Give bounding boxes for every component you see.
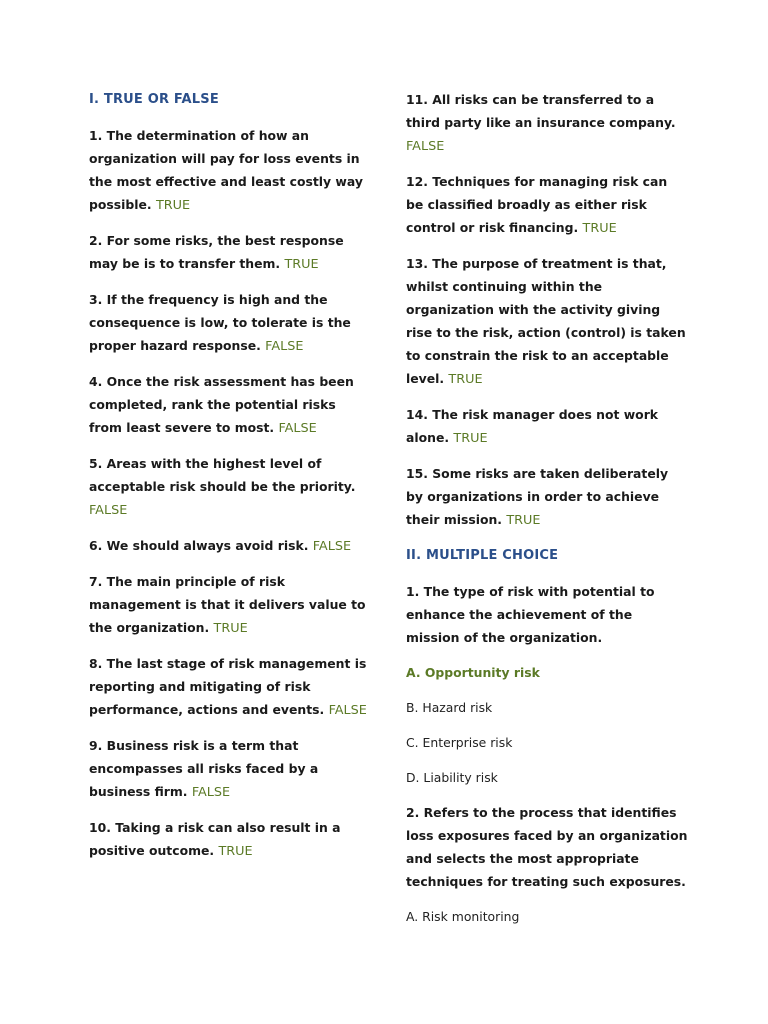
answer: TRUE	[218, 844, 253, 859]
mc-option-correct: A. Opportunity risk	[406, 665, 540, 680]
mc-option: C. Enterprise risk	[406, 735, 513, 750]
question-text: 4. Once the risk assessment has been completed, rank the potential risks from least severe to most.	[89, 374, 354, 435]
answer: TRUE	[582, 221, 617, 236]
answer: FALSE	[278, 421, 317, 436]
answer: TRUE	[284, 257, 319, 272]
question-text: 13. The purpose of treatment is that, whilst continuing within the organization with the activity giving rise to the risk, action (control) is taken to constrain the risk to an acceptable level.	[406, 256, 686, 386]
answer: TRUE	[155, 198, 191, 213]
question-text: 7. The main principle of risk management is that it delivers value to the organization.	[89, 574, 366, 635]
question-text: 10. Taking a risk can also result in a positive outcome.	[89, 820, 341, 858]
question-text: 2. For some risks, the best response may be is to transfer them.	[89, 233, 344, 271]
tf-item	[89, 734, 369, 804]
question-text: 9. Business risk is a term that encompasses all risks faced by a business firm.	[89, 738, 319, 799]
tf-item	[406, 170, 688, 240]
mc-option: B. Hazard risk	[406, 700, 493, 715]
question-text: 3. If the frequency is high and the consequence is low, to tolerate is the proper hazard response.	[89, 292, 351, 353]
question-text: 6. We should always avoid risk.	[89, 538, 309, 553]
tf-item	[406, 88, 688, 158]
answer: FALSE	[328, 703, 367, 718]
question-text: 5. Areas with the highest level of acceptable risk should be the priority.	[89, 456, 356, 494]
answer: FALSE	[265, 339, 304, 354]
section-heading-multiple-choice: II. MULTIPLE CHOICE	[406, 548, 559, 563]
question-text: 12. Techniques for managing risk can be classified broadly as either risk control or risk financing.	[406, 174, 668, 235]
tf-item	[89, 124, 369, 217]
mc-option: A. Risk monitoring	[406, 909, 520, 924]
answer: TRUE	[448, 372, 483, 387]
mc-question: 1. The type of risk with potential to enhance the achievement of the mission of the organization.	[406, 584, 655, 645]
mc-option: D. Liability risk	[406, 770, 498, 785]
tf-item	[89, 570, 369, 640]
question-text: 1. The determination of how an organization will pay for loss events in the most effective and least costly way possible.	[89, 128, 363, 212]
tf-item	[89, 370, 369, 440]
tf-item	[89, 452, 369, 522]
tf-item	[406, 462, 688, 532]
right-column	[406, 88, 688, 940]
tf-item	[89, 288, 369, 358]
question-text: 15. Some risks are taken deliberately by organizations in order to achieve their mission.	[406, 466, 669, 527]
tf-item	[89, 229, 369, 276]
mc-question: 2. Refers to the process that identifies loss exposures faced by an organization and selects the most appropriate techniques for treating such exposures.	[406, 805, 688, 889]
answer: FALSE	[312, 539, 352, 554]
tf-item	[406, 252, 688, 391]
answer: FALSE	[406, 139, 445, 154]
tf-item	[89, 534, 369, 558]
answer: FALSE	[191, 785, 231, 800]
tf-item	[89, 816, 369, 863]
answer: TRUE	[213, 621, 248, 636]
section-heading-true-false: I. TRUE OR FALSE	[89, 92, 219, 107]
tf-item	[89, 652, 369, 722]
tf-item	[406, 403, 688, 450]
answer: TRUE	[506, 513, 541, 528]
left-column	[89, 88, 369, 875]
question-text: 11. All risks can be transferred to a third party like an insurance company.	[406, 92, 676, 130]
question-text: 8. The last stage of risk management is reporting and mitigating of risk performance, actions and events.	[89, 656, 367, 717]
question-text: 14. The risk manager does not work alone.	[406, 407, 659, 445]
answer: FALSE	[89, 503, 128, 518]
answer: TRUE	[453, 431, 488, 446]
